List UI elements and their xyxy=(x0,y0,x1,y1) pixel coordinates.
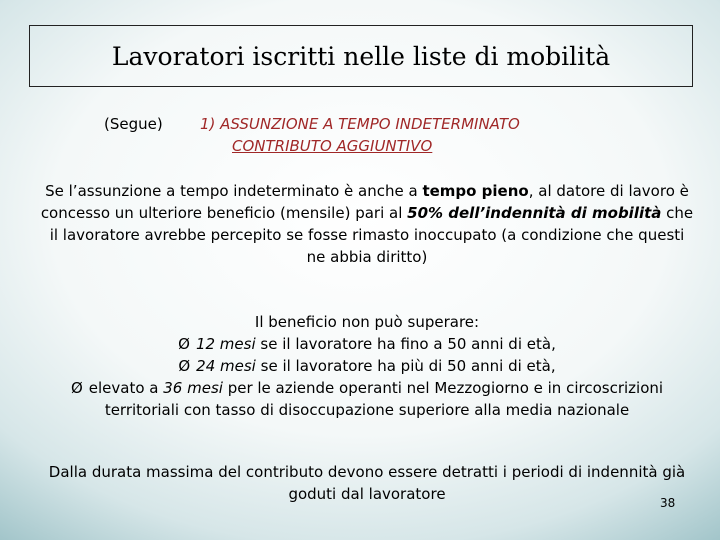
limit-3-pre: elevato a xyxy=(88,379,164,397)
limit-3-text: per le aziende operanti nel Mezzogiorno e in circoscrizioni territoriali con tasso di disoccupazione superiore alla media nazionale xyxy=(104,379,664,419)
bold-italic-percentage: 50% dell’indennità di mobilità xyxy=(407,204,662,222)
subtitle-line-1: 1) ASSUNZIONE A TEMPO INDETERMINATO xyxy=(200,115,520,133)
limit-1-duration: 12 mesi xyxy=(195,335,256,353)
paragraph-text-2: , al datore di lavoro è concesso un ulteriore beneficio (mensile) pari al xyxy=(40,182,689,222)
arrow-bullet-icon: Ø xyxy=(178,357,191,375)
bold-tempo-pieno: tempo pieno xyxy=(422,182,529,200)
limit-3-duration: 36 mesi xyxy=(163,379,223,397)
paragraph-limits xyxy=(40,311,694,421)
arrow-bullet-icon: Ø xyxy=(178,335,190,353)
segue-label: (Segue) xyxy=(104,115,163,133)
paragraph-text-1: Se l’assunzione a tempo indeterminato è anche a xyxy=(45,182,423,200)
page-number: 38 xyxy=(660,496,676,510)
paragraph-text-3: che il lavoratore avrebbe percepito se fosse rimasto inoccupato (a condizione che questi ne abbia diritto) xyxy=(49,204,694,266)
limit-2-duration: 24 mesi xyxy=(196,357,256,375)
subtitle-line-2: CONTRIBUTO AGGIUNTIVO xyxy=(232,137,433,155)
limits-intro: Il beneficio non può superare: xyxy=(254,313,480,331)
section-subtitle xyxy=(200,113,640,157)
limit-item-3 xyxy=(40,377,694,421)
arrow-bullet-icon: Ø xyxy=(70,379,83,397)
paragraph-deduction: Dalla durata massima del contributo devono essere detratti i periodi di indennità già goduti dal lavoratore xyxy=(48,463,686,503)
limit-1-text: se il lavoratore ha fino a 50 anni di età, xyxy=(255,335,556,353)
limit-item-2 xyxy=(40,355,694,377)
limit-2-text: se il lavoratore ha più di 50 anni di età, xyxy=(255,357,556,375)
limit-item-1 xyxy=(40,333,694,355)
slide-title: Lavoratori iscritti nelle liste di mobilità xyxy=(111,41,611,71)
paragraph-full-time xyxy=(40,180,694,268)
title-box xyxy=(29,25,693,87)
